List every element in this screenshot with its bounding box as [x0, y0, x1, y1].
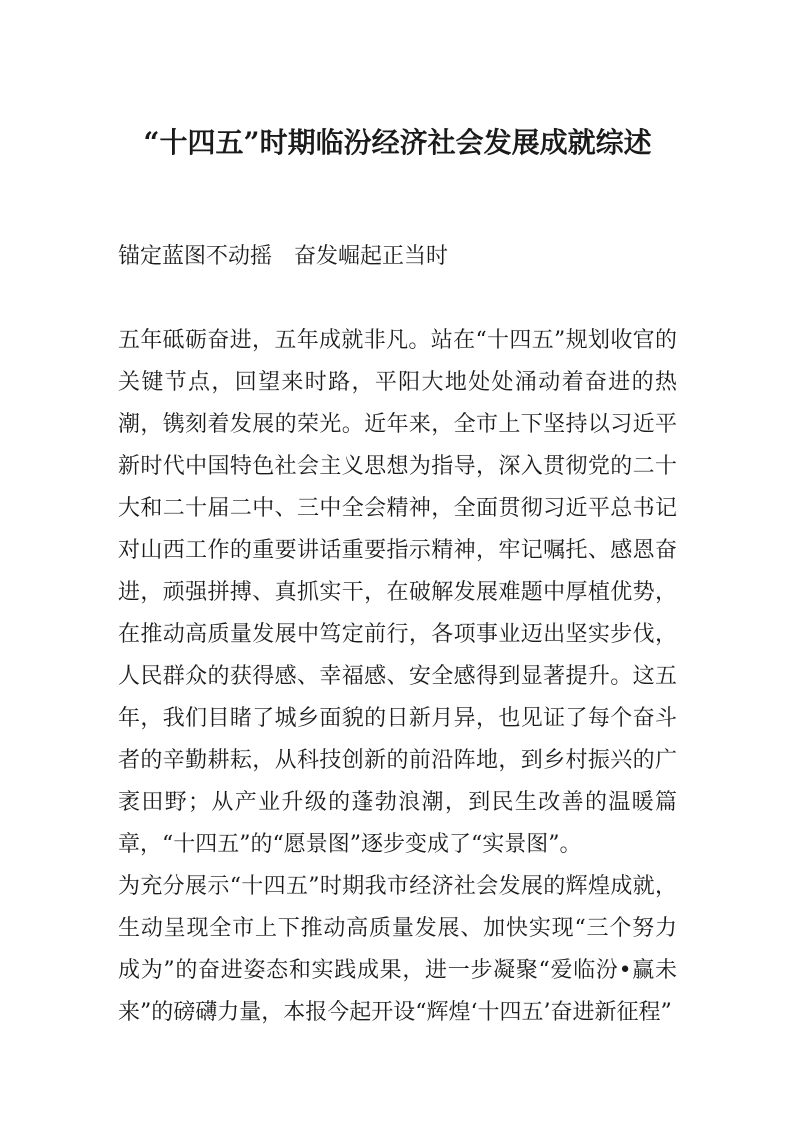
body-paragraph-2: 为充分展示“十四五”时期我市经济社会发展的辉煌成就，生动呈现全市上下推动高质量发展、加快实现“三个努力成为”的奋进姿态和实践成果，进一步凝聚“爱临汾•赢未来”的磅礴力量，本报今起开设“辉煌‘十四五’奋进新征程”: [118, 874, 677, 1025]
document-title: “十四五”时期临汾经济社会发展成就综述: [143, 126, 652, 159]
document-subtitle: 锚定蓝图不动摇 奋发崛起正当时: [118, 244, 449, 269]
body-paragraph-1: 五年砥砺奋进，五年成就非凡。站在“十四五”规划收官的关键节点，回望来时路，平阳大地处处涌动着奋进的热潮，镌刻着发展的荣光。近年来，全市上下坚持以习近平新时代中国特色社会主义思想为指导，深入贯彻党的二十大和二十届二中、三中全会精神，全面贯彻习近平总书记对山西工作的重要讲话重要指示精神，牢记嘱托、感恩奋进，顽强拼搏、真抓实干，在破解发展难题中厚植优势，在推动高质量发展中笃定前行，各项事业迈出坚实步伐，人民群众的获得感、幸福感、安全感得到显著提升。这五年，我们目睹了城乡面貌的日新月异，也见证了每个奋斗者的辛勤耕耘，从科技创新的前沿阵地，到乡村振兴的广袤田野；从产业升级的蓬勃浪潮，到民生改善的温暖篇章，“十四五”的“愿景图”逐步变成了“实景图”。: [118, 328, 677, 857]
